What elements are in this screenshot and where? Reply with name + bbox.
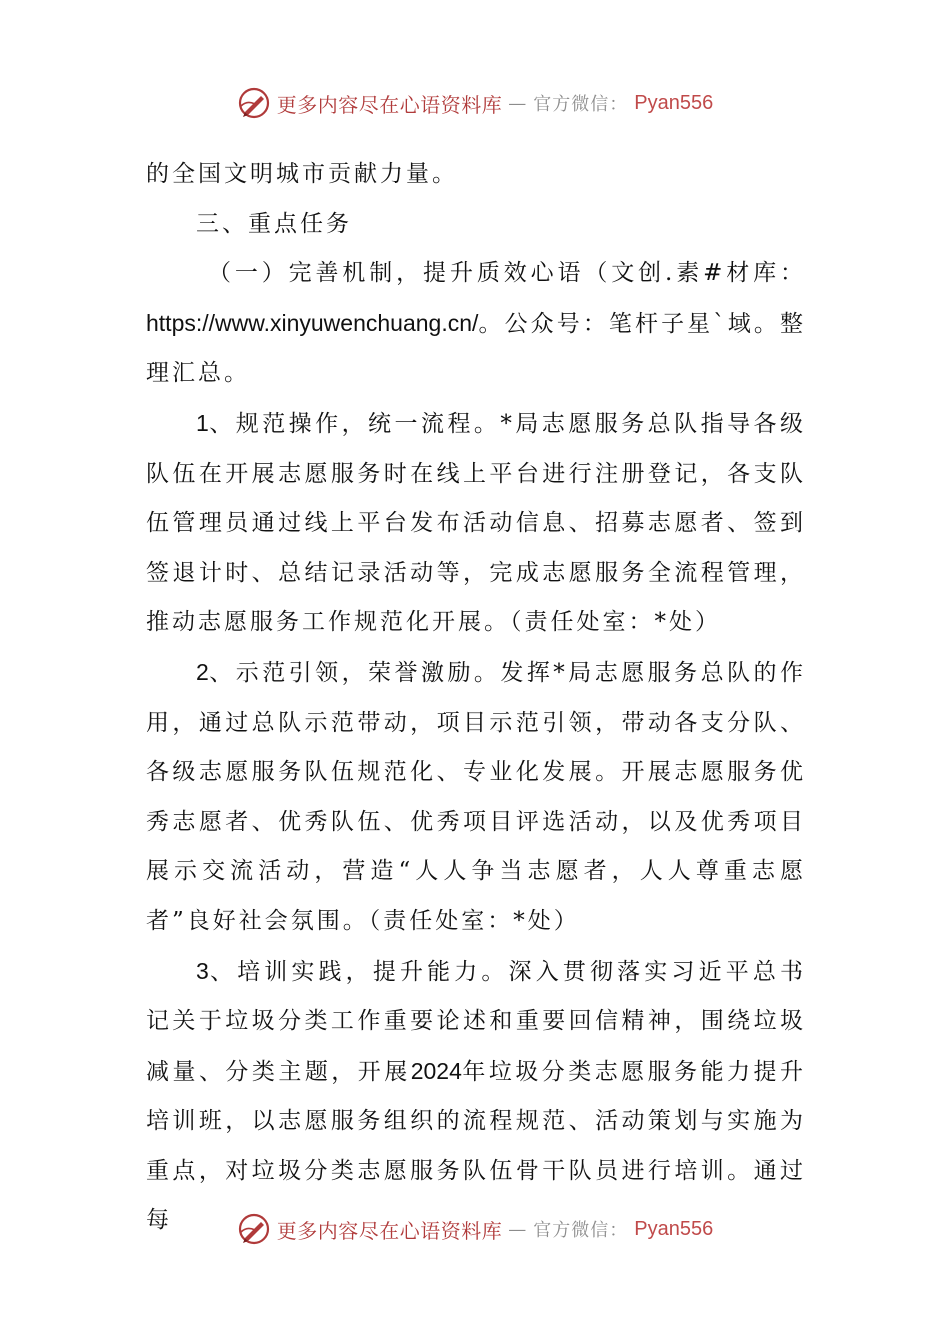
task-item-3 bbox=[146, 947, 806, 1247]
paragraph-continuation: 的全国文明城市贡献力量。 bbox=[146, 161, 458, 187]
subheading-paragraph bbox=[146, 249, 806, 399]
subheading-note: 。公众号：笔杆子星`域。整理汇总。 bbox=[146, 310, 806, 387]
banner-dash: — bbox=[508, 92, 528, 114]
banner-slogan: 更多内容尽在心语资料库 bbox=[276, 1218, 503, 1243]
banner-slogan: 更多内容尽在心语资料库 bbox=[276, 92, 503, 117]
task-item-3-text-b: 年垃圾分类志愿服务能力提升培训班，以志愿服务组织的流程规范、活动策划与实施为重点，对垃圾分类志愿服务队伍骨干队员进行培训。通过每 bbox=[146, 1058, 807, 1234]
header-banner bbox=[0, 86, 950, 120]
banner-contact-label: 官方微信： bbox=[533, 94, 629, 115]
task-item-3-number: 3 bbox=[196, 957, 209, 984]
source-url: https://www.xinyuwenchuang.cn/ bbox=[146, 309, 479, 336]
footer-banner bbox=[0, 1212, 950, 1246]
banner-dash: — bbox=[508, 1218, 528, 1240]
banner-contact-id: Pyan556 bbox=[634, 91, 714, 114]
document-body bbox=[146, 150, 806, 1246]
banner-contact-id: Pyan556 bbox=[634, 1217, 714, 1240]
subheading-text: （一）完善机制，提升质效心语（文创.素#材库： bbox=[208, 260, 806, 287]
banner-contact-label: 官方微信： bbox=[533, 1220, 629, 1241]
pen-logo-icon bbox=[237, 86, 271, 120]
task-item-3-text-a: 、培训实践，提升能力。深入贯彻落实习近平总书记关于垃圾分类工作重要论述和重要回信精神，围绕垃圾减量、分类主题，开展 bbox=[146, 958, 806, 1085]
task-item-2-text: 、示范引领，荣誉激励。发挥*局志愿服务总队的作用，通过总队示范带动，项目示范引领，带动各支分队、各级志愿服务队伍规范化、专业化发展。开展志愿服务优秀志愿者、优秀队伍、优秀项目评选活动，以及优秀项目展示交流活动，营造“人人争当志愿者，人人尊重志愿者”良好社会氛围。（责任处室：*处） bbox=[146, 659, 806, 934]
task-item-1 bbox=[146, 399, 806, 648]
task-item-2-number: 2 bbox=[196, 658, 209, 685]
task-item-1-number: 1 bbox=[196, 409, 209, 436]
section-heading: 三、重点任务 bbox=[196, 210, 352, 237]
task-item-3-year: 2024 bbox=[410, 1057, 462, 1084]
task-item-2 bbox=[146, 648, 806, 947]
task-item-1-text: 、规范操作，统一流程。*局志愿服务总队指导各级队伍在开展志愿服务时在线上平台进行注册登记，各支队伍管理员通过线上平台发布活动信息、招募志愿者、签到签退计时、总结记录活动等，完成志愿服务全流程管理，推动志愿服务工作规范化开展。（责任处室：*处） bbox=[146, 410, 806, 636]
pen-logo-icon bbox=[237, 1212, 271, 1246]
